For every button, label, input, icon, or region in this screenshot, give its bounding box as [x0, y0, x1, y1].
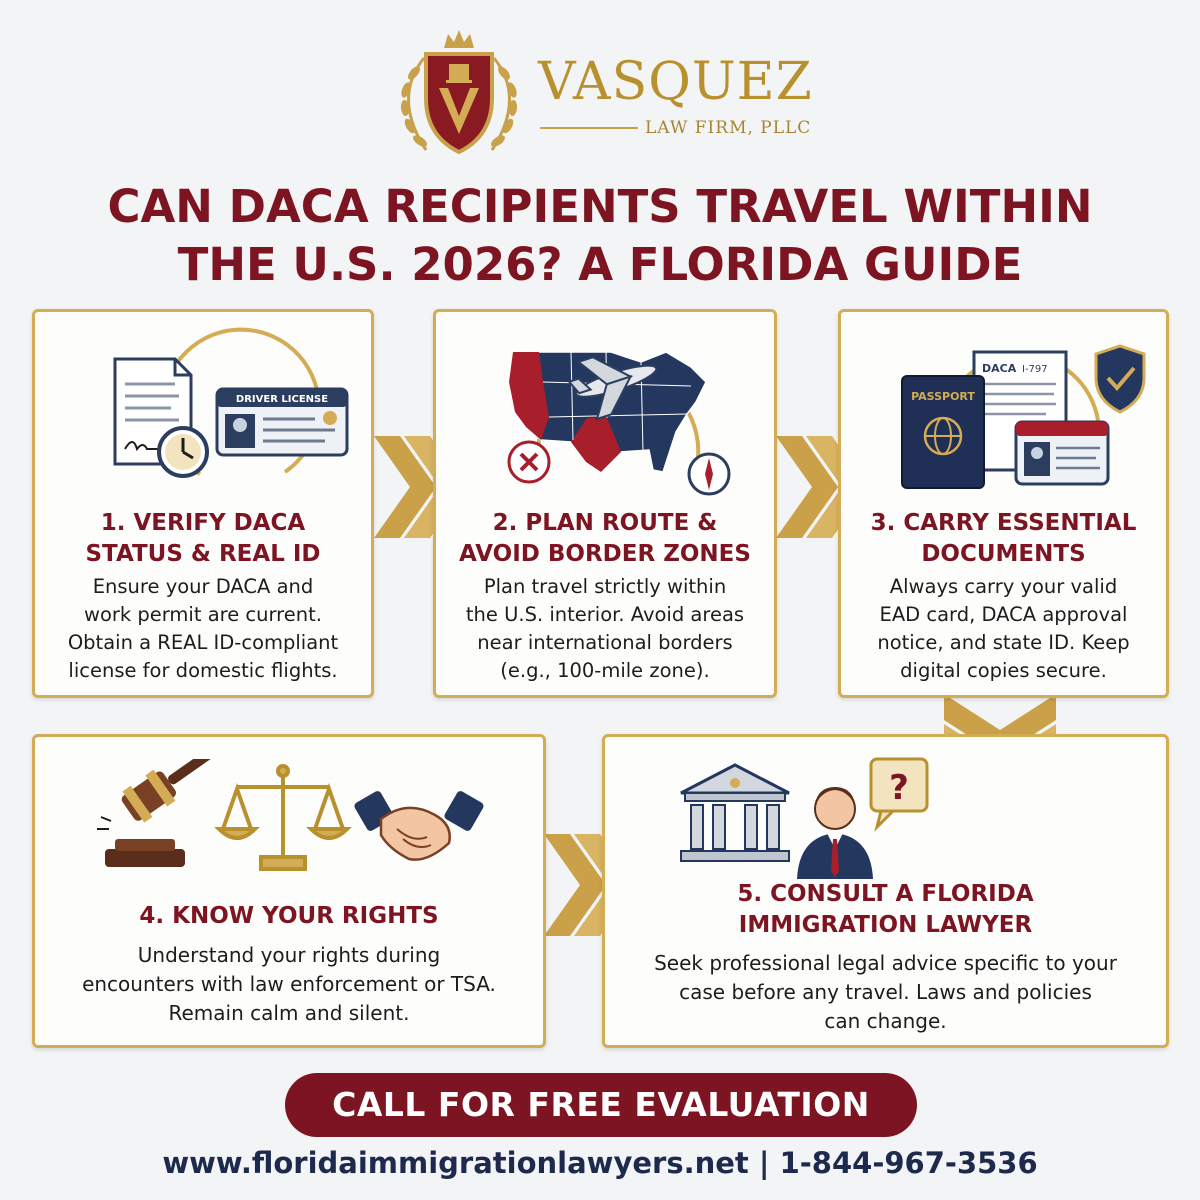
- gavel-icon: [97, 759, 238, 867]
- scales-of-justice-icon: [219, 766, 347, 869]
- verify-documents-icon: [105, 324, 375, 494]
- contact-info[interactable]: www.floridaimmigrationlawyers.net | 1-844-967-3536: [162, 1146, 1038, 1180]
- essential-documents-icon: [896, 326, 1156, 496]
- firm-name: VASQUEZ: [538, 52, 813, 112]
- lawyer-consultation-icon: [675, 753, 935, 883]
- page-title: [40, 178, 1160, 294]
- courthouse-icon: [681, 765, 789, 861]
- step-card-3: [838, 309, 1169, 698]
- us-map-route-icon: [491, 322, 751, 497]
- call-free-evaluation-button[interactable]: CALL FOR FREE EVALUATION: [285, 1073, 917, 1137]
- legal-rights-icon: [97, 759, 497, 879]
- law-firm-emblem-icon: [384, 28, 534, 168]
- passport-label: PASSPORT: [911, 390, 975, 403]
- logo-divider: [540, 127, 638, 129]
- title-line-1: CAN DACA RECIPIENTS TRAVEL WITHIN: [107, 180, 1093, 233]
- daca-label: DACA: [982, 362, 1017, 375]
- step-2-description: Plan travel strictly within the U.S. interior. Avoid areas near international borders (e.g., 100-mile zone).: [465, 575, 745, 682]
- step-1-description: Ensure your DACA and work permit are current. Obtain a REAL ID-compliant license for domestic flights.: [67, 575, 339, 682]
- step-card-4: [32, 734, 546, 1048]
- step-card-5: [602, 734, 1169, 1048]
- step-4-description: Understand your rights during encounters with law enforcement or TSA. Remain calm and silent.: [82, 943, 496, 1025]
- title-line-2: THE U.S. 2026? A FLORIDA GUIDE: [177, 238, 1023, 291]
- step-card-2: [433, 309, 777, 698]
- step-3-description: Always carry your valid EAD card, DACA approval notice, and state ID. Keep digital copies secure.: [877, 575, 1130, 682]
- firm-subtitle: LAW FIRM, PLLC: [645, 118, 812, 138]
- question-mark: ?: [889, 768, 909, 808]
- question-bubble-icon: [871, 759, 927, 827]
- i797-label: I-797: [1022, 364, 1048, 375]
- license-label: DRIVER LICENSE: [235, 394, 329, 405]
- step-5-description: Seek professional legal advice specific to your case before any travel. Laws and policies can change.: [654, 951, 1117, 1033]
- lawyer-avatar-icon: [797, 787, 873, 879]
- handshake-icon: [353, 790, 485, 860]
- step-1-title: 1. VERIFY DACA STATUS & REAL ID: [85, 510, 321, 567]
- step-5-title: 5. CONSULT A FLORIDA IMMIGRATION LAWYER: [737, 881, 1034, 938]
- step-2-title: 2. PLAN ROUTE & AVOID BORDER ZONES: [459, 510, 751, 567]
- step-card-1: [32, 309, 374, 698]
- step-3-title: 3. CARRY ESSENTIAL DOCUMENTS: [870, 510, 1137, 567]
- step-4-title: 4. KNOW YOUR RIGHTS: [139, 903, 439, 929]
